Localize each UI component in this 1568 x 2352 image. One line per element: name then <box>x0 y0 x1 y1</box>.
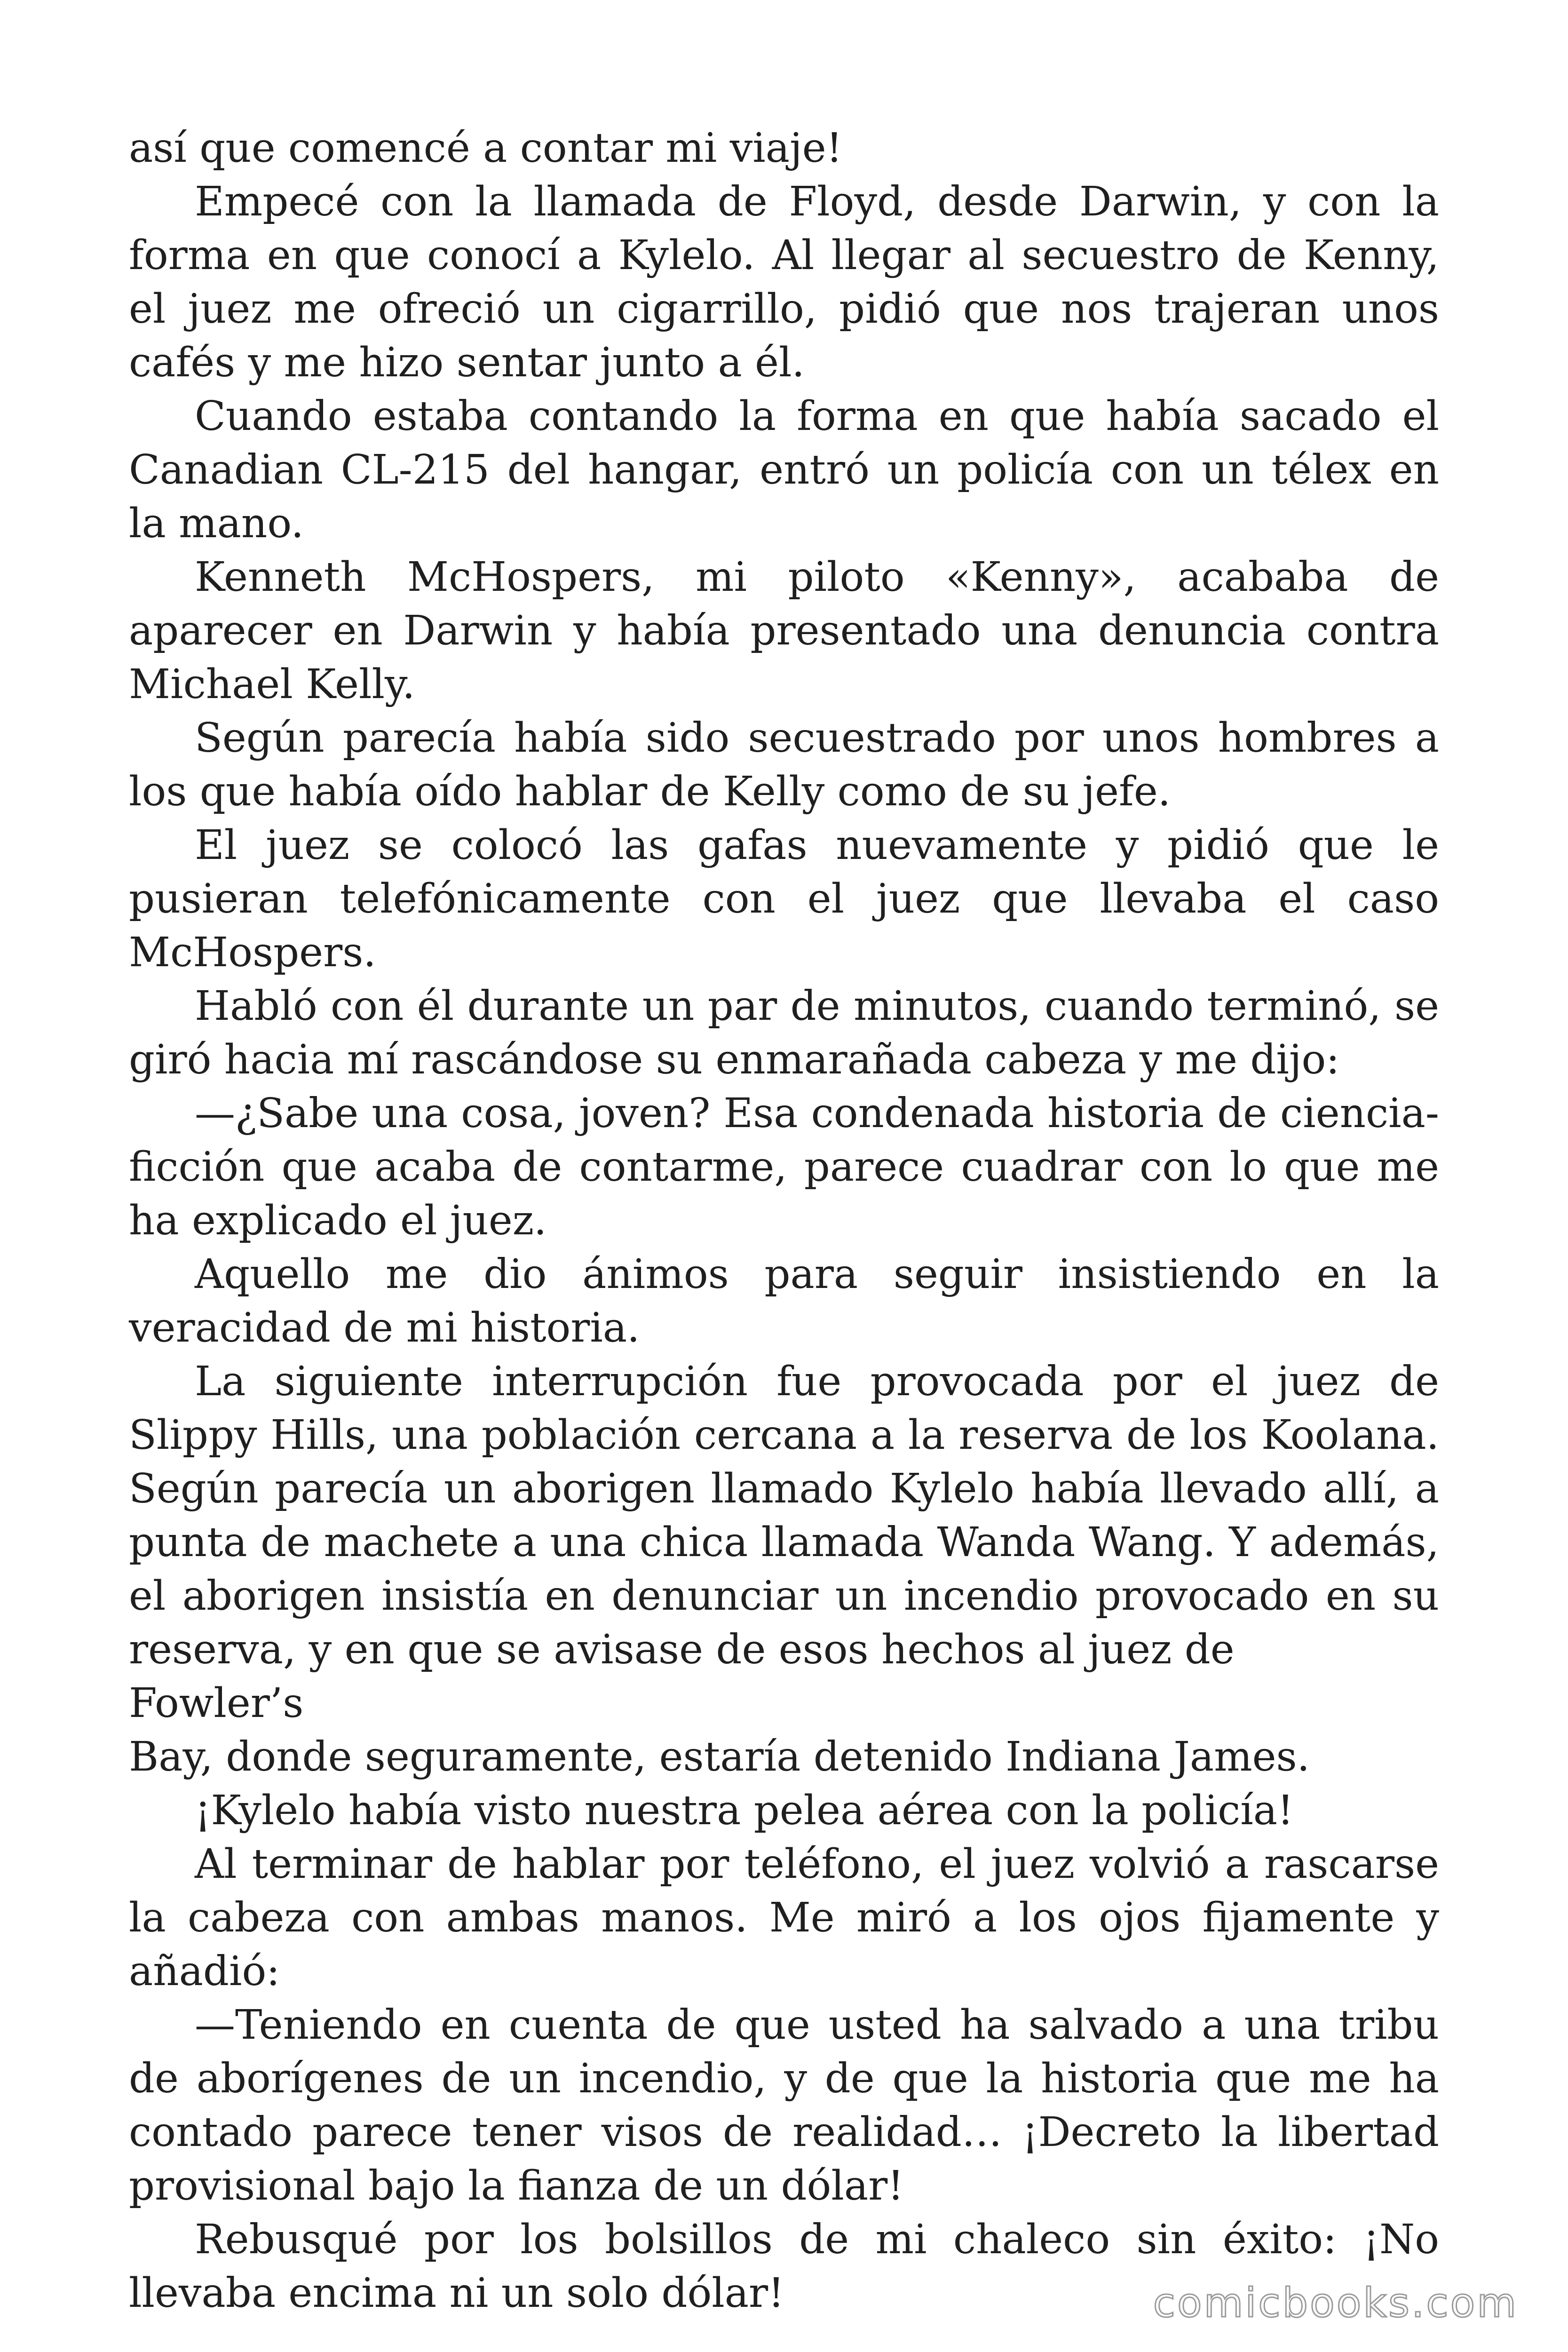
paragraph: Habló con él durante un par de minutos, cuando terminó, se giró hacia mí rascándose su enmarañada cabeza y me dijo: <box>129 983 1439 1083</box>
paragraph: Fowler’s <box>129 1680 304 1727</box>
paragraph: Cuando estaba contando la forma en que había sacado el Canadian CL-215 del hangar, entró un policía con un télex en la mano. <box>129 393 1439 547</box>
paragraph: La siguiente interrupción fue provocada por el juez de Slippy Hills, una población cercana a la reserva de los Koolana. Según parecía un aborigen llamado Kylelo había llevado allí, a punta de machete a una chica llamada Wanda Wang. Y además, el aborigen insistía en denunciar un incendio provocado en su reserva, y en que se avisase de esos hechos al juez de <box>129 1358 1439 1673</box>
paragraph: así que comencé a contar mi viaje! <box>129 125 843 172</box>
paragraph: Según parecía había sido secuestrado por unos hombres a los que había oído hablar de Kelly como de su jefe. <box>129 715 1439 815</box>
paragraph: —Teniendo en cuenta de que usted ha salvado a una tribu de aborígenes de un incendio, y de que la historia que me ha contado parece tener visos de realidad… ¡Decreto la libertad provisional bajo la fianza de un dólar! <box>129 2002 1439 2209</box>
paragraph: Aquello me dio ánimos para seguir insistiendo en la veracidad de mi historia. <box>129 1251 1439 1351</box>
paragraph: —¿Sabe una cosa, joven? Esa condenada historia de ciencia-ficción que acaba de contarme, parece cuadrar con lo que me ha explicado el juez. <box>129 1090 1439 1244</box>
paragraph: ¡Kylelo había visto nuestra pelea aérea con la policía! <box>195 1787 1294 1834</box>
watermark: comicbooks.com <box>1153 2280 1518 2327</box>
paragraph: Empecé con la llamada de Floyd, desde Darwin, y con la forma en que conocí a Kylelo. Al llegar al secuestro de Kenny, el juez me ofreció un cigarrillo, pidió que nos trajeran unos cafés y me hizo sentar junto a él. <box>129 178 1439 386</box>
page-text <box>129 121 1439 2320</box>
paragraph: El juez se colocó las gafas nuevamente y pidió que le pusieran telefónicamente con el juez que llevaba el caso McHospers. <box>129 822 1439 976</box>
paragraph: Bay, donde seguramente, estaría detenido Indiana James. <box>129 1733 1310 1780</box>
paragraph: Kenneth McHospers, mi piloto «Kenny», acababa de aparecer en Darwin y había presentado una denuncia contra Michael Kelly. <box>129 554 1439 708</box>
paragraph: Rebusqué por los bolsillos de mi chaleco sin éxito: ¡No llevaba encima ni un solo dólar! <box>129 2216 1439 2317</box>
paragraph: Al terminar de hablar por teléfono, el juez volvió a rascarse la cabeza con ambas manos. Me miró a los ojos fijamente y añadió: <box>129 1841 1439 1995</box>
